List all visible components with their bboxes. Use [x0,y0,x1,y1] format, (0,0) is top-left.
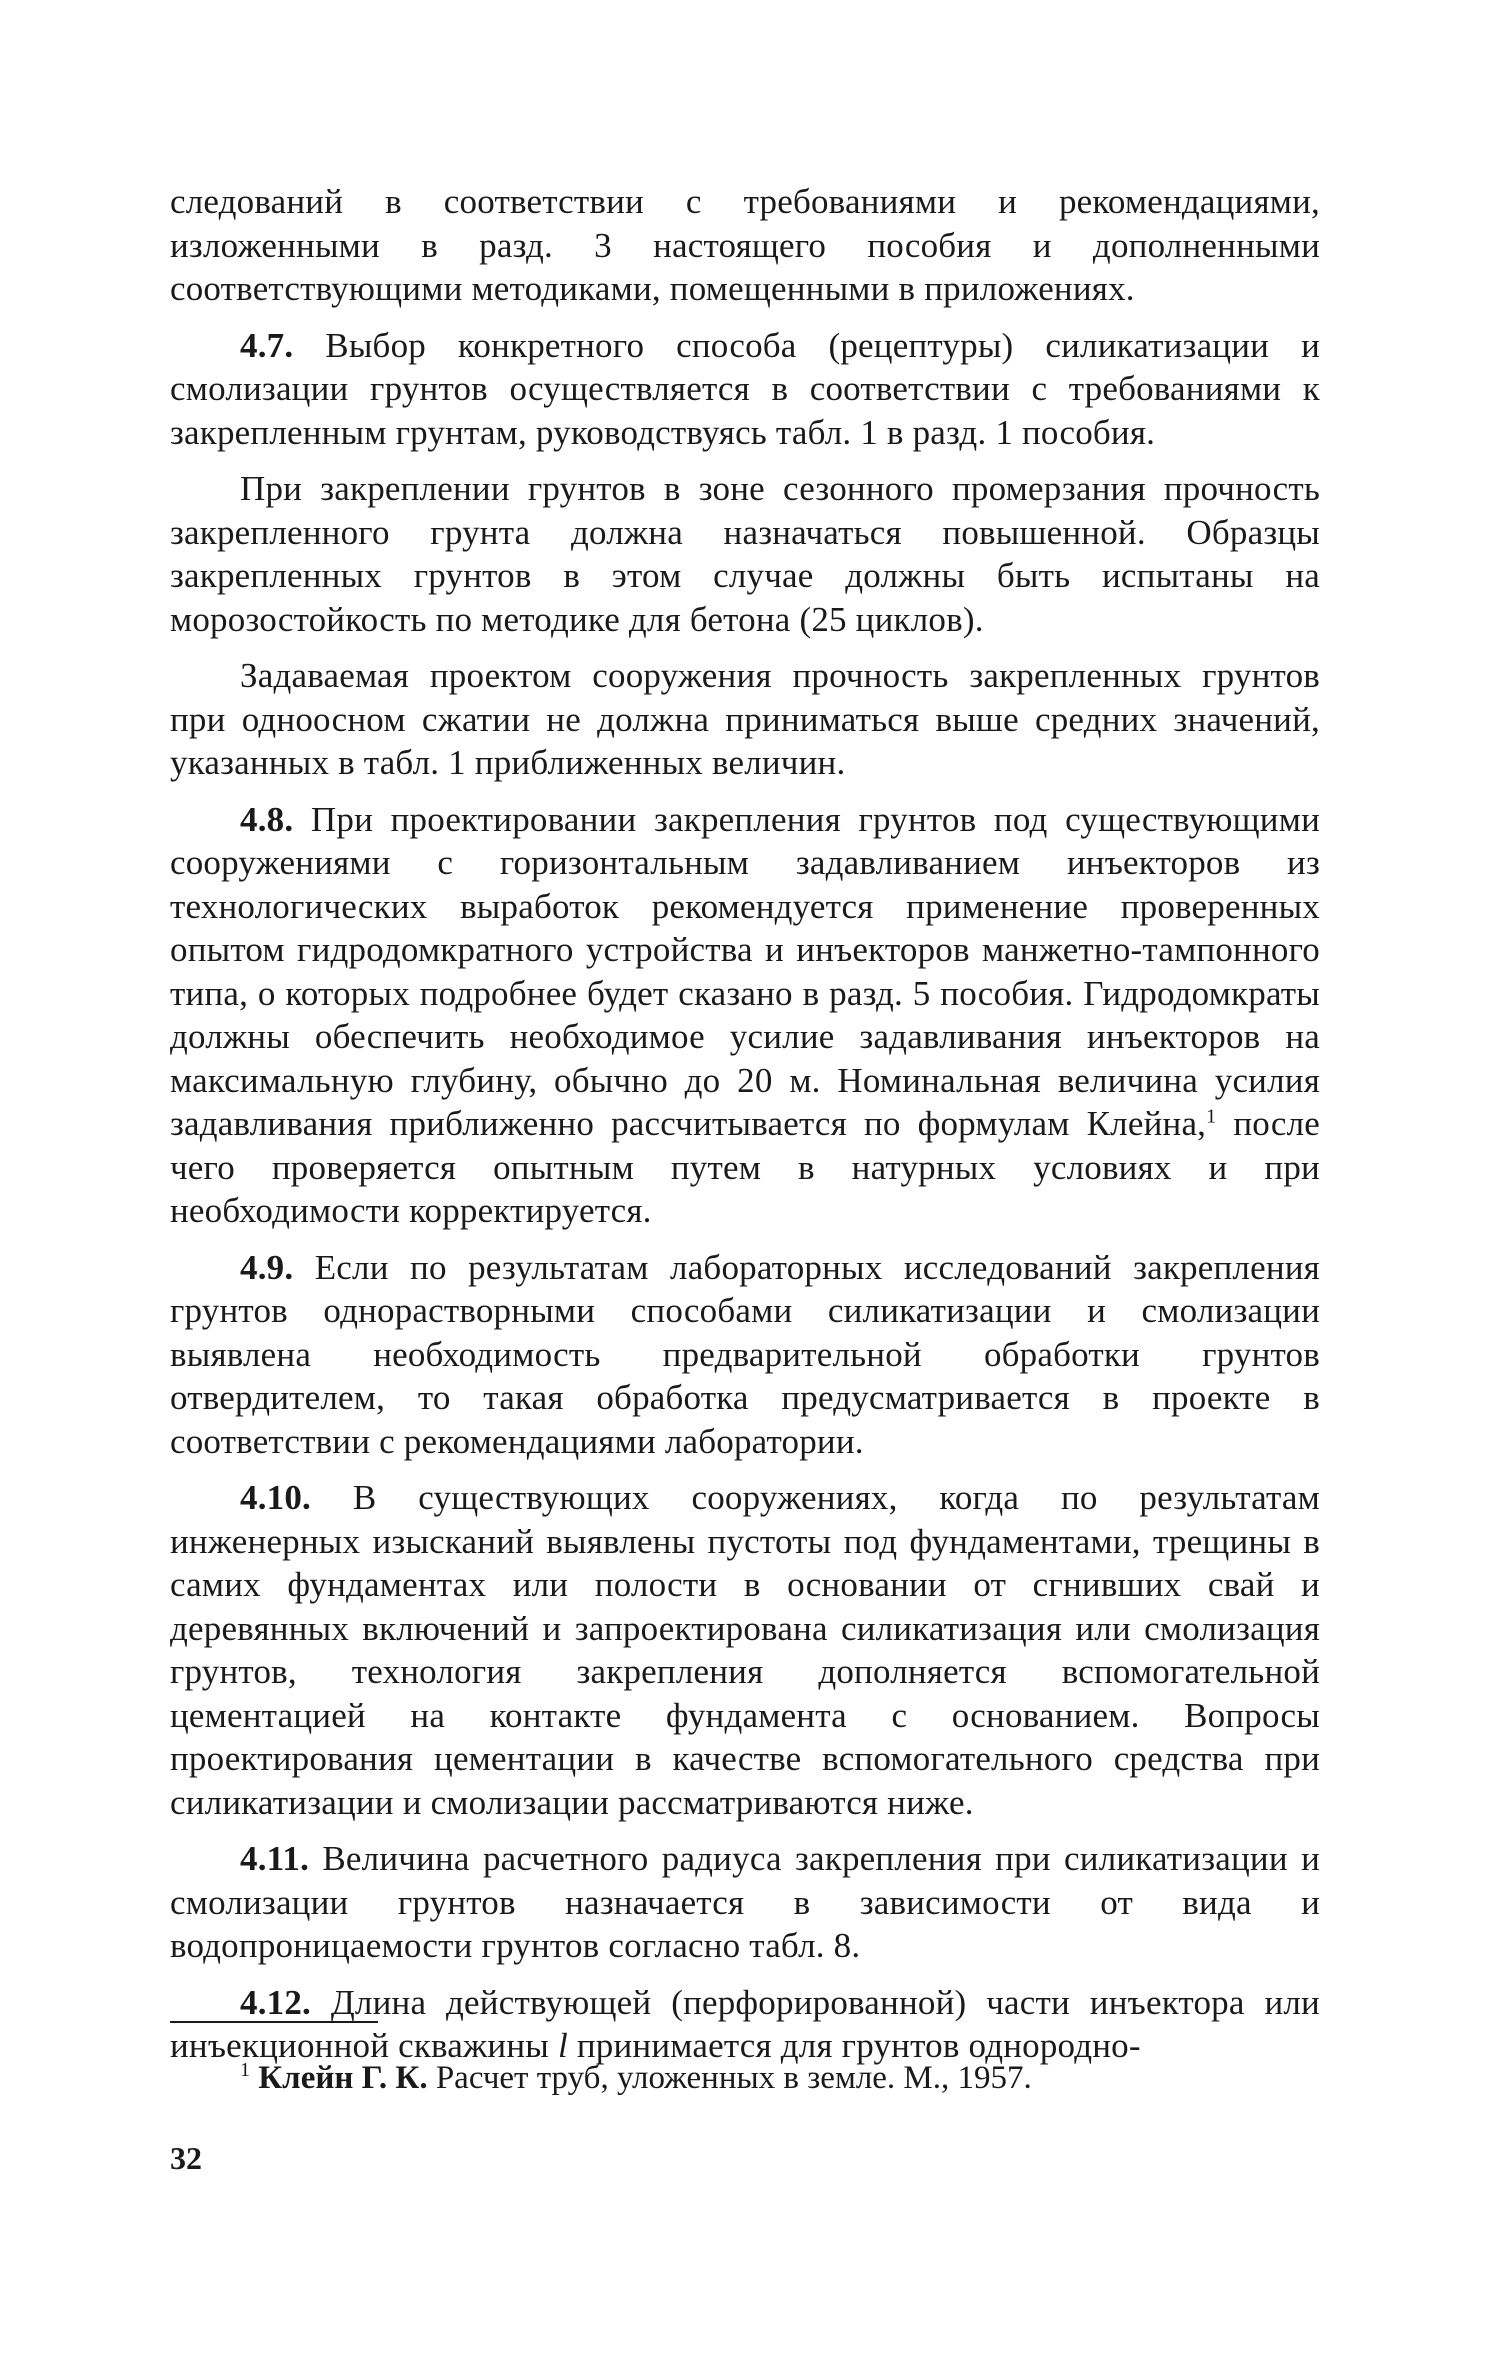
paragraph-4-9 [170,1246,1320,1464]
section-number: 4.11. [240,1839,310,1878]
paragraph-text: Если по результатам лабораторных исследований закрепления грунтов однорастворными способами силикатизации и смолизации выявлена необходимость предварительной обработки грунтов отвердителем, то такая обработка предусматривается в проекте в соответствии с рекомендациями лаборатории. [170,1247,1320,1461]
section-number: 4.9. [240,1247,294,1287]
paragraph-text: следований в соответствии с требованиями и рекомендациями, изложенными в разд. 3 настоящего пособия и дополненными соответствующими методиками, помещенными в приложениях. [170,182,1320,308]
paragraph-frost [170,467,1320,641]
paragraph-strength [170,654,1320,785]
page-body [170,180,1320,2068]
paragraph-continuation [170,180,1320,311]
paragraph-text: Выбор конкретного способа (рецептуры) силикатизации и смолизации грунтов осуществляется в соответствии с требованиями к закрепленным грунтам, руководствуясь табл. 1 в разд. 1 пособия. [170,325,1321,452]
section-number: 4.10. [240,1478,311,1517]
footnote-marker: 1 [240,2059,250,2081]
footnote-reference: 1 [1206,1105,1217,1128]
paragraph-text: В существующих сооружениях, когда по результатам инженерных изысканий выявлены пустоты под фундаментами, трещины в самих фундаментах или полости в основании от сгнивших свай и деревянных включений и запроектирована силикатизация или смолизация грунтов, технология закрепления дополняется вспомогательной цементацией на контакте фундамента с основанием. Вопросы проектирования цементации в качестве вспомогательного средства при силикатизации и смолизации рассматриваются ниже. [170,1478,1321,1822]
footnote-text: Расчет труб, уложенных в земле. М., 1957. [435,2060,1032,2096]
section-number: 4.8. [240,799,294,839]
paragraph-text: При проектировании закрепления грунтов под существующими сооружениями с горизонтальным задавливанием инъекторов из технологических выработок рекомендуется применение проверенных опытом гидродомкратного устройства и инъекторов манжетно-тампонного типа, о которых подробнее будет сказано в разд. 5 пособия. Гидродомкраты должны обеспечить необходимое усилие задавливания инъекторов на максимальную глубину, обычно до 20 м. Номинальная величина усилия задавливания приближенно рассчитывается по формулам Клейна, [170,799,1320,1143]
footnote-divider [170,2021,378,2023]
paragraph-text: Задаваемая проектом сооружения прочность закрепленных грунтов при одноосном сжатии не должна приниматься выше средних значений, указанных в табл. 1 приближенных величин. [170,656,1320,782]
paragraph-4-12 [170,1981,1320,2068]
variable-l: l [557,2026,568,2065]
paragraph-text: При закреплении грунтов в зоне сезонного промерзания прочность закрепленного грунта должна назначаться повышенной. Образцы закрепленных грунтов в этом случае должны быть испытаны на морозостойкость по методике для бетона (25 циклов). [170,469,1320,639]
section-number: 4.12. [240,1982,311,2022]
paragraph-text: после чего проверяется опытным путем в натурных условиях и при необходимости корректируется. [170,1104,1321,1230]
paragraph-4-8 [170,798,1320,1233]
paragraph-text: Длина действующей (перфорированной) части инъектора или инъекционной скважины [170,1982,1320,2065]
section-number: 4.7. [240,325,294,365]
paragraph-4-10 [170,1476,1320,1824]
paragraph-text: принимается для грунтов однородно- [576,2026,1141,2065]
footnote-author: Клейн Г. К. [258,2060,428,2096]
page-number: 32 [170,2140,202,2176]
paragraph-4-7 [170,324,1320,455]
paragraph-4-11 [170,1837,1320,1968]
paragraph-text: Величина расчетного радиуса закрепления при силикатизации и смолизации грунтов назначается в зависимости от вида и водопроницаемости грунтов согласно табл. 8. [170,1839,1320,1965]
footnote [240,2058,1320,2098]
